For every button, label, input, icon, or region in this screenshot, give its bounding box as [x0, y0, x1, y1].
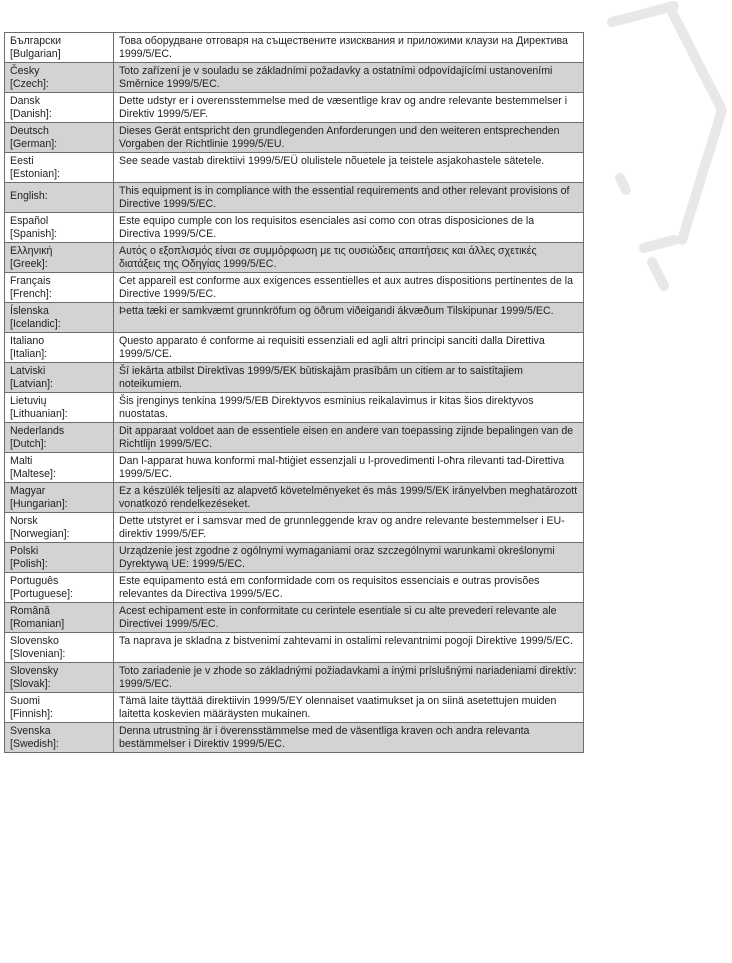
compliance-statement: Este equipo cumple con los requisitos esenciales asi como con otras disposiciones de la Directiva 1999/5/CE.: [114, 213, 584, 243]
compliance-statement: Este equipamento está em conformidade com os requisitos essenciais e outras provisões relevantes da Directiva 1999/5/EC.: [114, 573, 584, 603]
language-native-name: Malti: [10, 455, 33, 467]
table-row: [5, 153, 584, 183]
language-cell: [5, 93, 114, 123]
compliance-statement: Ez a készülék teljesíti az alapvető követelményeket és más 1999/5/EK irányelvben meghatározott vonatkozó rendelkezéseket.: [114, 483, 584, 513]
language-cell: [5, 273, 114, 303]
table-row: [5, 33, 584, 63]
language-english-name: [Lithuanian]:: [10, 407, 68, 420]
compliance-statement: Ta naprava je skladna z bistvenimi zahtevami in ostalimi relevantnimi pogoji Direktive 1999/5/EC.: [114, 633, 584, 663]
language-cell: [5, 123, 114, 153]
language-native-name: Eesti: [10, 155, 34, 167]
language-native-name: Íslenska: [10, 305, 49, 317]
language-english-name: [Slovak]:: [10, 677, 51, 690]
language-native-name: Português: [10, 575, 59, 587]
compliance-statement: Šī iekārta atbilst Direktīvas 1999/5/EK būtiskajām prasībām un citiem ar to saistītajiem noteikumiem.: [114, 363, 584, 393]
language-cell: [5, 33, 114, 63]
language-native-name: Français: [10, 275, 51, 287]
compliance-statement: Þetta tæki er samkvæmt grunnkröfum og öðrum viðeigandi ákvæðum Tilskipunar 1999/5/EC.: [114, 303, 584, 333]
table-row: [5, 183, 584, 213]
language-english-name: [Spanish]:: [10, 227, 58, 240]
table-row: [5, 303, 584, 333]
language-cell: [5, 453, 114, 483]
language-cell: [5, 603, 114, 633]
language-native-name: Nederlands: [10, 425, 65, 437]
table-row: [5, 93, 584, 123]
compliance-statement: Dette udstyr er i overensstemmelse med de væsentlige krav og andre relevante bestemmelser i Direktiv 1999/5/EF.: [114, 93, 584, 123]
language-native-name: Norsk: [10, 515, 38, 527]
compliance-statement: This equipment is in compliance with the essential requirements and other relevant provisions of Directive 1999/5/EC.: [114, 183, 584, 213]
language-native-name: Latviski: [10, 365, 46, 377]
language-native-name: Български: [10, 35, 62, 47]
language-english-name: [Estonian]:: [10, 167, 61, 180]
language-english-name: [Norwegian]:: [10, 527, 70, 540]
language-native-name: Česky: [10, 65, 40, 77]
compliance-table-body: [5, 33, 584, 753]
language-cell: [5, 693, 114, 723]
language-cell: [5, 663, 114, 693]
language-cell: [5, 213, 114, 243]
table-row: [5, 213, 584, 243]
language-cell: [5, 513, 114, 543]
language-english-name: [Swedish]:: [10, 737, 59, 750]
language-cell: [5, 483, 114, 513]
table-row: [5, 603, 584, 633]
language-cell: [5, 633, 114, 663]
language-english-name: [Romanian]: [10, 617, 65, 630]
language-english-name: [Hungarian]:: [10, 497, 68, 510]
compliance-statement: Dieses Gerät entspricht den grundlegenden Anforderungen und den weiteren entsprechenden Vorgaben der Richtlinie 1999/5/EU.: [114, 123, 584, 153]
language-english-name: [Maltese]:: [10, 467, 56, 480]
language-native-name: Deutsch: [10, 125, 49, 137]
language-english-name: [French]:: [10, 287, 52, 300]
compliance-statement: Cet appareil est conforme aux exigences essentielles et aux autres dispositions pertinentes de la Directive 1999/5/EC.: [114, 273, 584, 303]
language-english-name: [Greek]:: [10, 257, 48, 270]
language-cell: [5, 63, 114, 93]
table-row: [5, 453, 584, 483]
language-english-name: [Bulgarian]: [10, 47, 61, 60]
compliance-statement: Dan l-apparat huwa konformi mal-ħtiġiet essenzjali u l-provedimenti l-oħra rilevanti tad-Direttiva 1999/5/EC.: [114, 453, 584, 483]
compliance-statement: Denna utrustning är i överensstämmelse med de väsentliga kraven och andra relevanta bestämmelser i Direktiv 1999/5/EC.: [114, 723, 584, 753]
language-english-name: [German]:: [10, 137, 58, 150]
compliance-statement: Questo apparato é conforme ai requisiti essenziali ed agli altri principi sanciti dalla Direttiva 1999/5/CE.: [114, 333, 584, 363]
compliance-statement: Šis įrenginys tenkina 1999/5/EB Direktyvos esminius reikalavimus ir kitas šios direktyvos nuostatas.: [114, 393, 584, 423]
language-native-name: Italiano: [10, 335, 45, 347]
table-row: [5, 513, 584, 543]
table-row: [5, 483, 584, 513]
language-english-name: [Czech]:: [10, 77, 49, 90]
language-native-name: Suomi: [10, 695, 41, 707]
language-cell: [5, 153, 114, 183]
language-english-name: [Polish]:: [10, 557, 48, 570]
language-native-name: Dansk: [10, 95, 41, 107]
language-native-name: Svenska: [10, 725, 51, 737]
language-cell: [5, 423, 114, 453]
language-english-name: [Dutch]:: [10, 437, 47, 450]
language-cell: [5, 543, 114, 573]
compliance-statement: Αυτός ο εξοπλισμός είναι σε συμμόρφωση με τις ουσιώδεις απαιτήσεις και άλλες σχετικές διατάξεις της Οδηγίας 1999/5/EC.: [114, 243, 584, 273]
language-cell: [5, 183, 114, 213]
table-row: [5, 663, 584, 693]
table-row: [5, 633, 584, 663]
language-cell: [5, 393, 114, 423]
compliance-statement: Tämä laite täyttää direktiivin 1999/5/EY olennaiset vaatimukset ja on siinä asetettujen muiden laitetta koskevien määräysten mukainen.: [114, 693, 584, 723]
table-row: [5, 393, 584, 423]
table-row: [5, 723, 584, 753]
compliance-statement: Urządzenie jest zgodne z ogólnymi wymaganiami oraz szczególnymi warunkami określonymi Dyrektywą UE: 1999/5/EC.: [114, 543, 584, 573]
compliance-statement: Toto zariadenie je v zhode so základnými požiadavkami a inými príslušnými nariadeniami direktív: 1999/5/EC.: [114, 663, 584, 693]
table-row: [5, 123, 584, 153]
compliance-statement: Toto zařízení je v souladu se základními požadavky a ostatními odpovídajícími ustanoveními Směrnice 1999/5/EC.: [114, 63, 584, 93]
watermark-shape: [560, 0, 732, 300]
language-english-name: [Slovenian]:: [10, 647, 66, 660]
language-cell: [5, 363, 114, 393]
table-row: [5, 543, 584, 573]
table-row: [5, 333, 584, 363]
language-english-name: [Portuguese]:: [10, 587, 74, 600]
table-row: [5, 573, 584, 603]
language-native-name: Magyar: [10, 485, 46, 497]
language-native-name: Slovensky: [10, 665, 59, 677]
language-native-name: Română: [10, 605, 51, 617]
compliance-statement: Acest echipament este in conformitate cu cerintele esentiale si cu alte prevederi relevante ale Directivei 1999/5/EC.: [114, 603, 584, 633]
table-row: [5, 63, 584, 93]
language-english-name: [Danish]:: [10, 107, 52, 120]
compliance-statement: Dette utstyret er i samsvar med de grunnleggende krav og andre relevante bestemmelser i EU-direktiv 1999/5/EF.: [114, 513, 584, 543]
language-cell: [5, 333, 114, 363]
table-row: [5, 243, 584, 273]
table-row: [5, 273, 584, 303]
language-cell: [5, 573, 114, 603]
language-native-name: Polski: [10, 545, 39, 557]
language-english-name: [Latvian]:: [10, 377, 53, 390]
language-english-name: [Icelandic]:: [10, 317, 61, 330]
table-row: [5, 693, 584, 723]
table-row: [5, 363, 584, 393]
language-cell: [5, 243, 114, 273]
compliance-table: [4, 32, 584, 753]
language-native-name: Slovensko: [10, 635, 59, 647]
language-cell: [5, 723, 114, 753]
language-english-name: [Italian]:: [10, 347, 48, 360]
compliance-statement: Dit apparaat voldoet aan de essentiele eisen en andere van toepassing zijnde bepalingen van de Richtlijn 1999/5/EC.: [114, 423, 584, 453]
language-native-name: Español: [10, 215, 49, 227]
language-cell: [5, 303, 114, 333]
compliance-statement: See seade vastab direktiivi 1999/5/EÜ olulistele nõuetele ja teistele asjakohastele sätetele.: [114, 153, 584, 183]
language-native-name: Ελληνική: [10, 245, 53, 257]
compliance-statement: Това оборудване отговаря на съществените изисквания и приложими клаузи на Директива 1999/5/EC.: [114, 33, 584, 63]
language-native-name: Lietuvių: [10, 395, 47, 407]
language-english-name: [Finnish]:: [10, 707, 53, 720]
language-native-name: English:: [10, 190, 48, 202]
table-row: [5, 423, 584, 453]
